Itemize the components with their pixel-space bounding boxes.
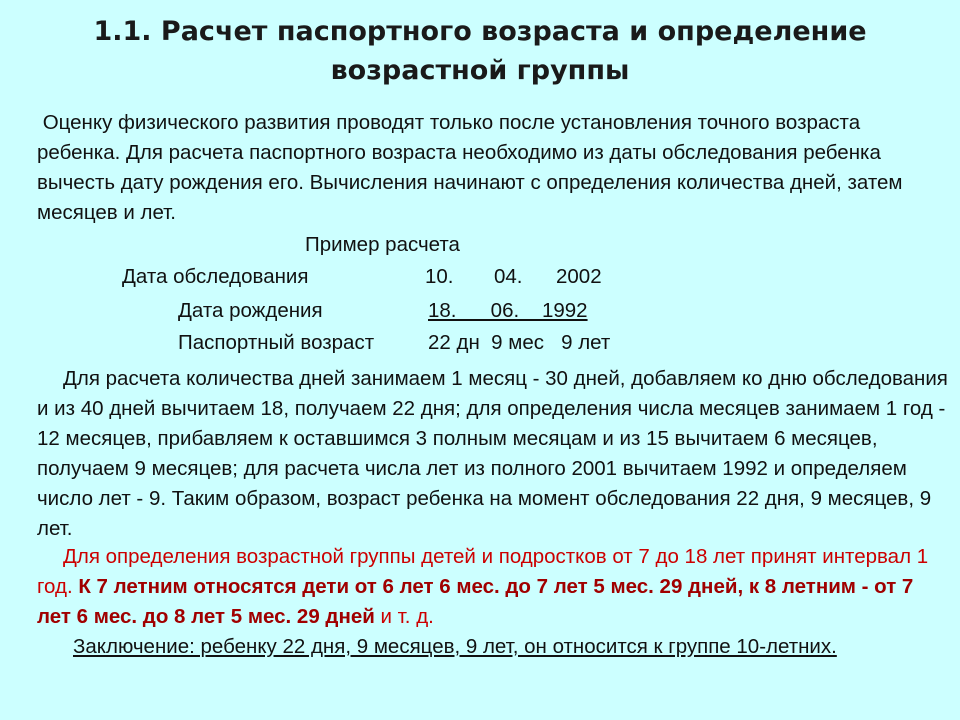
exam-date-label: Дата обследования — [122, 265, 309, 288]
age-group-rule: К 7 летним относятся дети от 6 лет 6 мес. до 7 лет 5 мес. 29 дней, к 8 летним - от 7 лет 6 мес. до 8 лет 5 мес. 29 дней — [37, 575, 914, 628]
age-group-intro: Для определения возрастной группы детей и подростков от 7 до 18 лет принят интервал 1 год. — [37, 545, 929, 598]
age-group-etc: и т. д. — [374, 605, 434, 628]
calculation-paragraph: Для расчета количества дней занимаем 1 месяц - 30 дней, добавляем ко дню обследования и из 40 дней вычитаем 18, получаем 22 дня; для определения числа месяцев занимаем 1 год - 12 месяцев, прибавляем к оставшимся 3 полным месяцам и из 15 вычитаем 6 месяцев, получаем 9 месяцев; для расчета числа лет из полного 2001 вычитаем 1992 и определяем число лет - 9. Таким образом, возраст ребенка на момент обследования 22 дня, 9 месяцев, 9 лет. — [37, 367, 948, 540]
intro-text: Оценку физического развития проводят только после установления точного возраста ребенка. Для расчета паспортного возраста необходимо из даты обследования ребенка вычесть дату рождения его. Вычисления начинают с определения количества дней, затем месяцев и лет. — [37, 111, 903, 224]
conclusion-paragraph: Заключение: ребенку 22 дня, 9 месяцев, 9 лет, он относится к группе 10-летних. — [73, 635, 837, 658]
passport-age-values: 22 дн 9 мес 9 лет — [428, 331, 611, 354]
exam-date-day: 10. — [425, 265, 454, 288]
page-title — [0, 12, 960, 90]
passport-age-label: Паспортный возраст — [178, 331, 375, 354]
exam-date-year: 2002 — [556, 265, 602, 288]
birth-date-values: 18. 06. 1992 — [428, 299, 588, 322]
title-line-1: 1.1. Расчет паспортного возраста и определение — [93, 16, 867, 47]
age-group-paragraph — [37, 542, 949, 632]
exam-date-month: 04. — [494, 265, 523, 288]
title-line-2: возрастной группы — [330, 55, 630, 86]
birth-date-label: Дата рождения — [178, 299, 323, 322]
example-heading: Пример расчета — [305, 233, 460, 256]
intro-paragraph — [37, 108, 927, 228]
